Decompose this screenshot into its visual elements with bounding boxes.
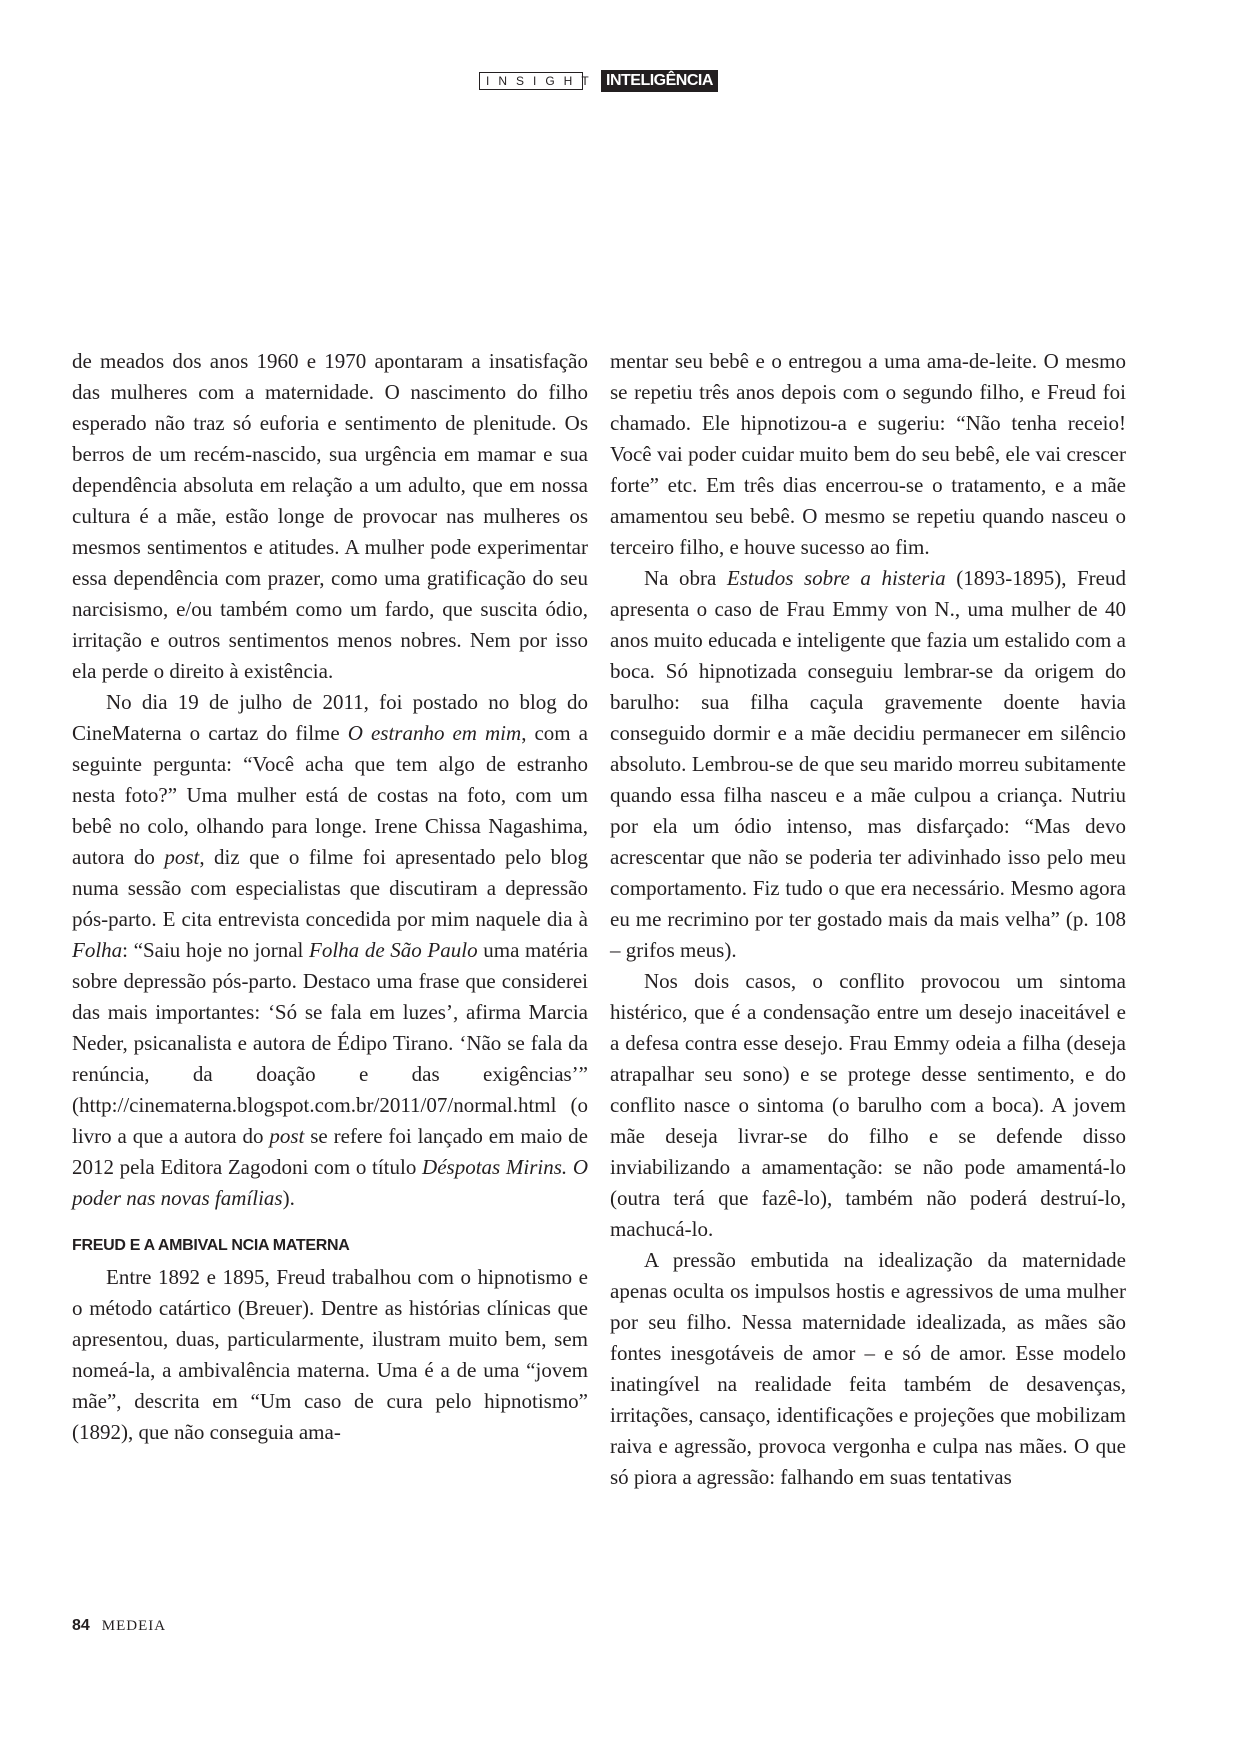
italic-term: post — [164, 845, 200, 869]
text-run: ). — [282, 1186, 295, 1210]
italic-title: Folha de São Paulo — [309, 938, 478, 962]
paragraph: de meados dos anos 1960 e 1970 apontaram a insatisfação das mulheres com a maternidade. O nascimento do filho esperado não traz só euforia e sentimento de plenitude. Os berros de um recém-nascido, sua urgência em mamar e sua dependência absoluta em relação a um adulto, que em nossa cultura é a mãe, estão longe de provocar nas mulheres os mesmos sentimentos e atitudes. A mulher pode experimentar essa dependência com prazer, como uma gratificação do seu narcisismo, e/ou também como um fardo, que suscita ódio, irritação e outros sentimentos menos nobres. Nem por isso ela perde o direito à existência. — [72, 349, 588, 683]
paragraph — [610, 563, 1126, 966]
page-number: 84 — [72, 1617, 90, 1634]
paragraph: mentar seu bebê e o entregou a uma ama-de-leite. O mesmo se repetiu três anos depois com o segundo filho, e Freud foi chamado. Ele hipnotizou-a e sugeriu: “Não tenha receio! Você vai poder cuidar muito bem do seu bebê, ele vai crescer forte” etc. Em três dias encerrou-se o tratamento, e a mãe amamentou seu bebê. O mesmo se repetiu quando nasceu o terceiro filho, e houve sucesso ao fim. — [610, 349, 1126, 559]
italic-title: Folha — [72, 938, 123, 962]
paragraph: Entre 1892 e 1895, Freud trabalhou com o hipnotismo e o método catártico (Breuer). Dentre as histórias clínicas que apresentou, duas, particularmente, ilustram muito bem, sem nomeá-la, a ambivalência materna. Uma é a de uma “jovem mãe”, descrita em “Um caso de cura pelo hipnotismo” (1892), que não conseguia ama- — [72, 1265, 588, 1444]
text-run: uma matéria sobre depressão pós-parto. Destaco uma frase que considerei das mais importantes: ‘Só se fala em luzes’, afirma Marcia Neder, psicanalista e autora de Édipo Tirano. ‘Não se fala da renúncia, da doação e das exigências’” (http://cinematerna.blogspot.com.br/2011/07/normal.html (o livro a que a autora do — [72, 938, 588, 1148]
text-run: Na obra — [644, 566, 727, 590]
paragraph: Nos dois casos, o conflito provocou um sintoma histérico, que é a condensação entre um desejo inaceitável e a defesa contra esse desejo. Frau Emmy odeia a filha (deseja atrapalhar seu sono) e se protege desse sentimento, e do conflito nasce o sintoma (o barulho com a boca). A jovem mãe deseja livrar-se do filho e se defende disso inviabilizando a amamentação: se não pode amamentá-lo (outra terá que fazê-lo), também não poderá destruí-lo, machucá-lo. — [610, 969, 1126, 1241]
italic-title: Déspotas Mirins. O poder nas novas famílias — [72, 1155, 588, 1210]
paragraph: A pressão embutida na idealização da maternidade apenas oculta os impulsos hostis e agressivos de uma mulher por seu filho. Nessa maternidade idealizada, as mães são fontes inesgotáveis de amor – e só de amor. Esse modelo inatingível na realidade feita também de desavenças, irritações, cansaço, identificações e projeções que mobilizam raiva e agressão, provoca vergonha e culpa nas mães. O que só piora a agressão: falhando em suas tentativas — [610, 1248, 1126, 1489]
text-run: se refere foi lançado em maio de 2012 pela Editora Zagodoni com o título — [72, 1124, 589, 1179]
page-footer — [72, 1617, 166, 1635]
paragraph — [72, 687, 588, 1214]
text-run: No dia 19 de julho de 2011, foi postado no blog do CineMaterna o cartaz do filme — [72, 690, 588, 745]
italic-title: Estudos sobre a histeria — [726, 566, 946, 590]
kicker-label: INSIGHT — [479, 72, 583, 90]
section-tag: INTELIGÊNCIA — [601, 70, 718, 92]
page-header — [479, 70, 718, 92]
text-run: (1893-1895), Freud apresenta o caso de Frau Emmy von N., uma mulher de 40 anos muito educada e inteligente que fazia um estalido com a boca. Só hipnotizada conseguiu lembrar-se da origem do barulho: sua filha caçula gravemente doente havia conseguido dormir e a mãe decidiu permanecer em silêncio absoluto. Lembrou-se de que seu marido morreu subitamente quando essa filha nasceu e a mãe culpou a criança. Nutriu por ela um ódio intenso, mas disfarçado: “Mas devo acrescentar que não se poderia ter adivinhado isso pelo meu comportamento. Fiz tudo o que era necessário. Mesmo agora eu me recrimino por ter gostado mais da mais velha” (p. 108 – grifos meus). — [610, 566, 1126, 962]
publication-name: MEDEIA — [101, 1618, 167, 1634]
text-run: : “Saiu hoje no jornal — [122, 938, 310, 962]
text-run: , diz que o filme foi apresentado pelo blog numa sessão com especialistas que discutiram a depressão pós-parto. E cita entrevista concedida por mim naquele dia à — [72, 845, 588, 931]
section-subheading: FREUD E A AMBIVAL NCIA MATERNA — [72, 1237, 350, 1254]
left-column — [72, 346, 588, 1448]
right-column — [610, 346, 1126, 1493]
italic-term: post — [269, 1124, 305, 1148]
italic-title: O estranho em mim — [347, 721, 522, 745]
text-run: , com a seguinte pergunta: “Você acha que tem algo de estranho nesta foto?” Uma mulher está de costas na foto, com um bebê no colo, olhando para longe. Irene Chissa Nagashima, autora do — [72, 721, 588, 869]
